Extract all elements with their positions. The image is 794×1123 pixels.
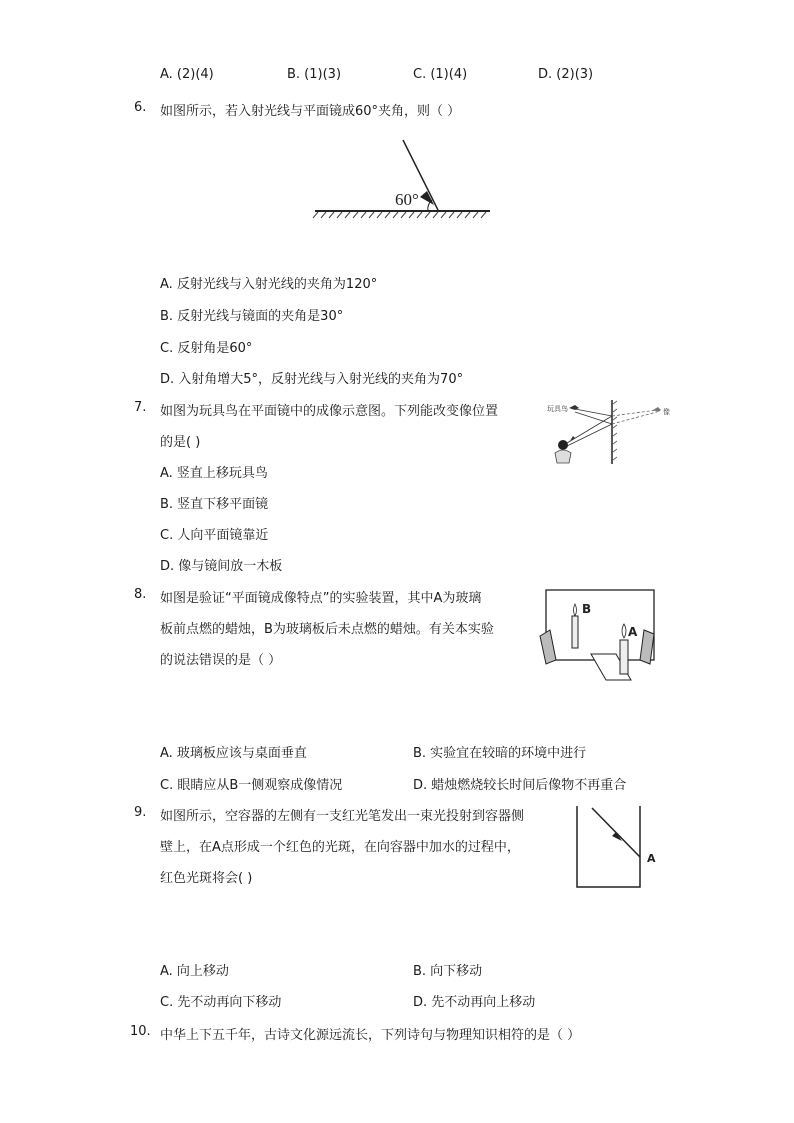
q9-option-b: B. 向下移动 [413,964,483,979]
q6-option-b: B. 反射光线与镜面的夹角是30° [160,309,344,324]
q8-candle-a-label: A [628,625,638,639]
q6-number: 6. [134,100,147,115]
q7-option-b: B. 竖直下移平面镜 [160,497,269,512]
q9-number: 9. [134,805,147,820]
q9-stem-line-2: 壁上，在A点形成一个红色的光斑，在向容器中加水的过程中， [160,840,520,855]
q5-option-a: A. (2)(4) [160,67,214,82]
q7-option-d: D. 像与镜间放一木板 [160,559,283,574]
q9-option-d: D. 先不动再向上移动 [413,995,536,1010]
q10-stem: 中华上下五千年，古诗文化源远流长，下列诗句与物理知识相符的是（ ） [160,1028,581,1043]
q5-option-d: D. (2)(3) [538,67,594,82]
q6-option-d: D. 入射角增大5°，反射光线与入射光线的夹角为70° [160,372,464,387]
q8-number: 8. [134,587,147,602]
q8-option-d: D. 蜡烛燃烧较长时间后像物不再重合 [413,778,627,793]
q6-option-c: C. 反射角是60° [160,341,253,356]
q8-stem-line-3: 的说法错误的是（ ） [160,653,282,668]
q9-stem-line-3: 红色光斑将会( ) [160,871,253,886]
q7-bird-mirror-figure [545,398,700,468]
q8-stem-line-1: 如图是验证“平面镜成像特点”的实验装置，其中A为玻璃 [160,591,482,606]
q5-option-b: B. (1)(3) [287,67,342,82]
q7-image-label: 像 [663,408,670,416]
q7-option-a: A. 竖直上移玩具鸟 [160,466,268,481]
q8-option-c: C. 眼睛应从B一侧观察成像情况 [160,778,343,793]
q10-number: 10. [130,1024,151,1039]
q8-stem-line-2: 板前点燃的蜡烛，B为玻璃板后未点燃的蜡烛。有关本实验 [160,622,494,637]
q7-stem-line-1: 如图为玩具鸟在平面镜中的成像示意图。下列能改变像位置 [160,404,499,419]
q9-stem-line-1: 如图所示，空容器的左侧有一支红光笔发出一束光投射到容器侧 [160,809,525,824]
q8-option-b: B. 实验宜在较暗的环境中进行 [413,746,587,761]
q9-option-a: A. 向上移动 [160,964,229,979]
q6-angle-label: 60° [395,190,419,209]
q9-option-c: C. 先不动再向下移动 [160,995,282,1010]
q8-option-a: A. 玻璃板应该与桌面垂直 [160,746,307,761]
q8-candle-glass-figure [536,588,661,686]
q9-point-a-label: A [647,852,656,865]
q7-number: 7. [134,400,147,415]
q6-option-a: A. 反射光线与入射光线的夹角为120° [160,277,378,292]
q7-option-c: C. 人向平面镜靠近 [160,528,269,543]
q6-mirror-figure [310,135,495,225]
q8-candle-b-label: B [582,602,592,616]
q9-container-figure [570,800,670,892]
q5-option-c: C. (1)(4) [413,67,468,82]
q7-stem-line-2: 的是( ) [160,435,201,450]
q6-stem: 如图所示，若入射光线与平面镜成60°夹角，则（ ） [160,104,461,119]
q7-bird-label: 玩具鸟 [547,405,568,413]
